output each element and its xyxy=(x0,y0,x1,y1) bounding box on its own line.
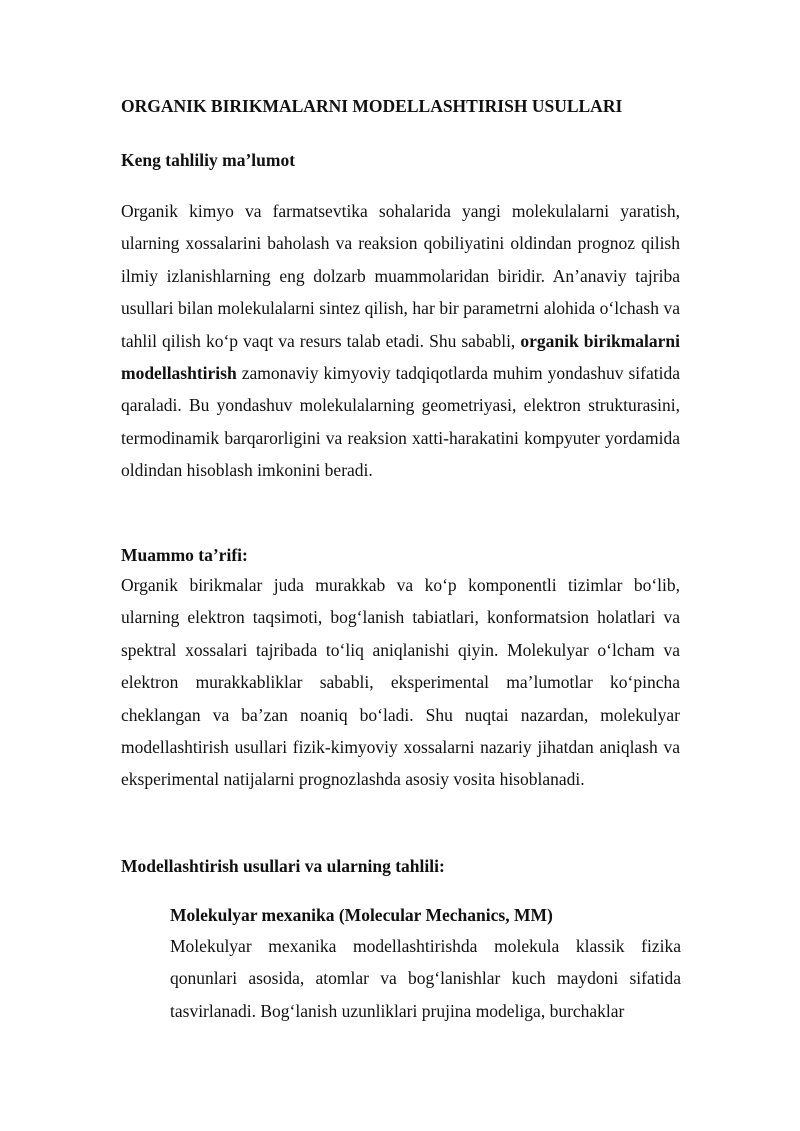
paragraph-overview-text-a: Organik kimyo va farmatsevtika sohalarida yangi molekulalarni yaratish, ularning xossalarini baholash va reaksion qobiliyatini oldindan prognoz qilish ilmiy izlanishlarning eng dolzarb muammolaridan biridir. An’anaviy tajriba usullari bilan molekulalarni sintez qilish, har bir parametrni alohida o‘lchash va tahlil qilish ko‘p vaqt va resurs talab etadi. Shu sababli, xyxy=(121,201,680,351)
paragraph-problem: Organik birikmalar juda murakkab va ko‘p komponentli tizimlar bo‘lib, ularning elektron taqsimoti, bog‘lanish tabiatlari, konformatsion holatlari va spektral xossalari tajribada to‘liq aniqlanishi qiyin. Molekulyar o‘lcham va elektron murakkabliklar sababli, eksperimental ma’lumotlar ko‘pincha cheklangan va ba’zan noaniq bo‘ladi. Shu nuqtai nazardan, molekulyar modellashtirish usullari fizik-kimyoviy xossalarni nazariy jihatdan aniqlash va eksperimental natijalarni prognozlashda asosiy vosita hisoblanadi. xyxy=(121,575,680,790)
section-heading-overview: Keng tahliliy ma’lumot xyxy=(121,150,296,170)
paragraph-overview xyxy=(121,195,680,487)
paragraph-overview-bold: organik birikmalarni modellashtirish xyxy=(121,330,681,384)
subheading-molecular-mechanics: Molekulyar mexanika (Molecular Mechanics, MM) xyxy=(170,905,553,925)
section-heading-problem: Muammo ta’rifi: xyxy=(121,545,248,565)
document-title: ORGANIK BIRIKMALARNI MODELLASHTIRISH USULLARI xyxy=(121,96,623,116)
paragraph-molecular-mechanics: Molekulyar mexanika modellashtirishda molekula klassik fizika qonunlari asosida, atomlar va bog‘lanishlar kuch maydoni sifatida tasvirlanadi. Bog‘lanish uzunliklari prujina modeliga, burchaklar xyxy=(170,936,681,1021)
paragraph-overview-text-b: zamonaviy kimyoviy tadqiqotlarda muhim yondashuv sifatida qaraladi. Bu yondashuv molekulalarning geometriyasi, elektron strukturasini, termodinamik barqarorligini va reaksion xatti-harakatini kompyuter yordamida oldindan hisoblash imkonini beradi. xyxy=(121,363,680,481)
section-heading-methods: Modellashtirish usullari va ularning tahlili: xyxy=(121,856,445,876)
